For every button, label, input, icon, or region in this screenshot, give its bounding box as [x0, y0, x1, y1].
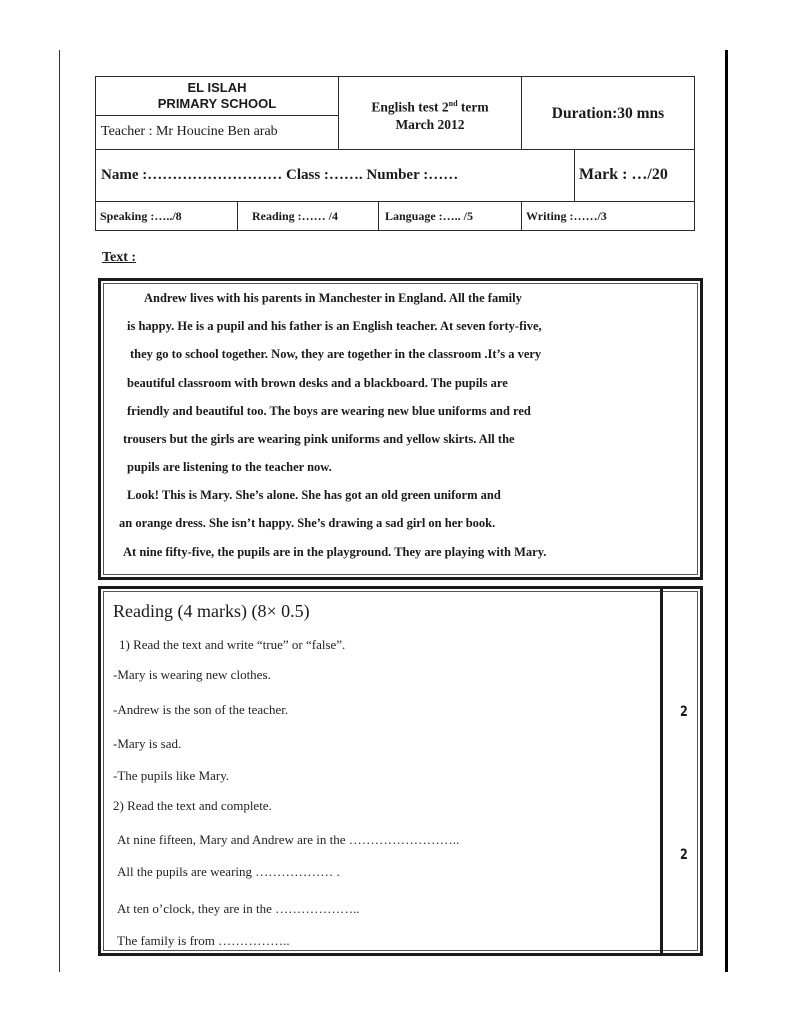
passage-line: beautiful classroom with brown desks and a blackboard. The pupils are — [127, 376, 508, 390]
writing-score-field[interactable]: Writing :……/3 — [521, 201, 695, 231]
teacher-name: Teacher : Mr Houcine Ben arab — [95, 115, 339, 150]
test-title — [339, 95, 521, 116]
passage-line: At nine fifty-five, the pupils are in the playground. They are playing with Mary. — [123, 545, 547, 559]
completion-item[interactable]: At nine fifteen, Mary and Andrew are in the …………………….. — [117, 832, 460, 847]
true-false-item[interactable]: -Mary is sad. — [113, 736, 182, 751]
part1-instruction: 1) Read the text and write “true” or “false”. — [119, 637, 346, 652]
test-title-cell — [338, 76, 522, 150]
completion-item[interactable]: All the pupils are wearing ……………… . — [117, 864, 340, 879]
completion-item[interactable]: At ten o’clock, they are in the ……………….. — [117, 901, 360, 916]
passage-line: they go to school together. Now, they are together in the classroom .It’s a very — [130, 347, 542, 361]
total-mark-field[interactable]: Mark : …/20 — [574, 149, 695, 202]
page-margin-rule-left — [59, 50, 60, 972]
language-score-field[interactable]: Language :….. /5 — [378, 201, 522, 231]
passage-line: friendly and beautiful too. The boys are wearing new blue uniforms and red — [127, 404, 531, 418]
school-name-cell — [95, 76, 339, 116]
true-false-item[interactable]: -The pupils like Mary. — [113, 768, 230, 783]
page-margin-rule-right — [725, 50, 728, 972]
passage-line: trousers but the girls are wearing pink uniforms and yellow skirts. All the — [123, 432, 515, 446]
school-name-line2: PRIMARY SCHOOL — [157, 96, 277, 111]
true-false-item[interactable]: -Andrew is the son of the teacher. — [113, 702, 289, 717]
test-title-text: English test 2 — [371, 99, 449, 115]
reading-passage-box — [98, 278, 703, 580]
true-false-item[interactable]: -Mary is wearing new clothes. — [113, 667, 271, 682]
reading-score-field[interactable]: Reading :…… /4 — [237, 201, 379, 231]
passage-line: is happy. He is a pupil and his father is an English teacher. At seven forty-five, — [127, 319, 542, 333]
duration: Duration:30 mns — [521, 76, 695, 150]
test-title-term: term — [457, 99, 489, 115]
speaking-score-field[interactable]: Speaking :…../8 — [95, 201, 238, 231]
passage-line: pupils are listening to the teacher now. — [127, 460, 332, 474]
passage-line: Andrew lives with his parents in Manchester in England. All the family — [144, 291, 522, 305]
part1-score: 2 — [679, 704, 688, 720]
school-name-line1: EL ISLAH — [187, 80, 247, 95]
reading-section-title: Reading (4 marks) (8× 0.5) — [113, 601, 310, 621]
reading-exercise-box — [98, 586, 703, 956]
student-info-field[interactable]: Name :……………………… Class :……. Number :…… — [95, 149, 575, 202]
passage-line: Look! This is Mary. She’s alone. She has got an old green uniform and — [127, 488, 501, 502]
test-title-ordinal: nd — [448, 99, 458, 108]
part2-instruction: 2) Read the text and complete. — [113, 798, 272, 813]
part2-score: 2 — [679, 847, 688, 863]
passage-line: an orange dress. She isn’t happy. She’s drawing a sad girl on her book. — [119, 516, 496, 530]
exam-header-table — [95, 76, 695, 231]
text-section-heading: Text : — [102, 250, 137, 265]
score-column-divider — [660, 589, 663, 953]
completion-item[interactable]: The family is from …………….. — [117, 933, 290, 948]
test-date: March 2012 — [395, 116, 465, 132]
